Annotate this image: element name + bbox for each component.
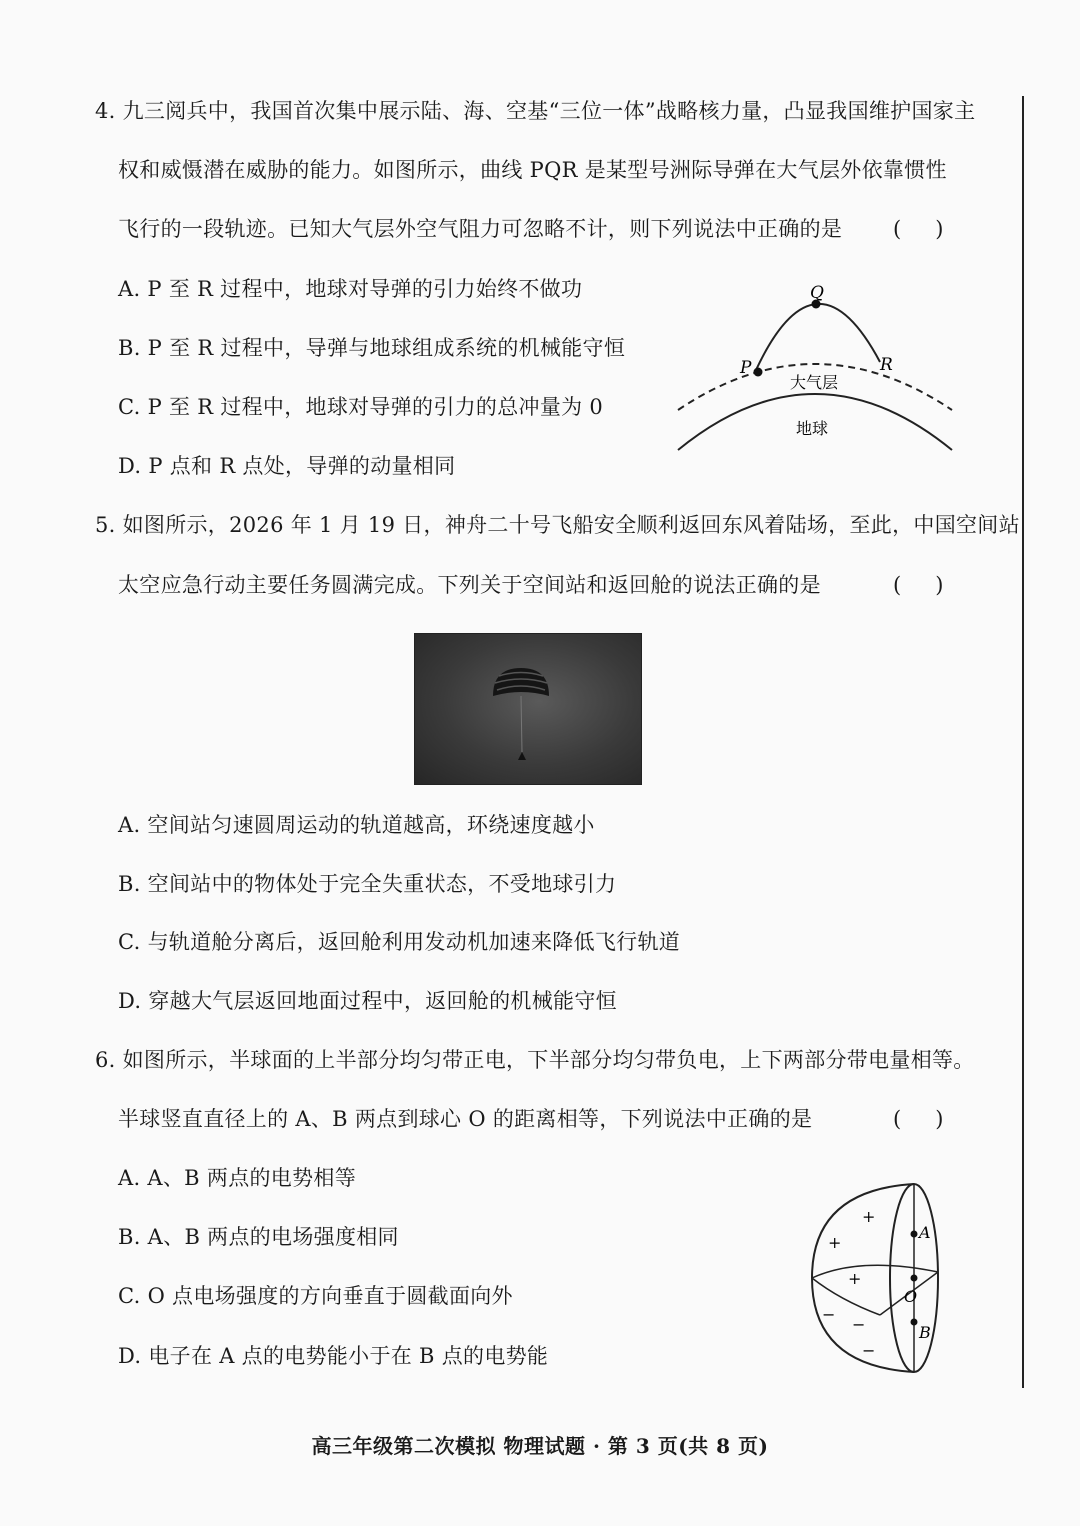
q4-option-a: A. P 至 R 过程中，地球对导弹的引力始终不做功 [118, 277, 583, 301]
q6-option-c: C. O 点电场强度的方向垂直于圆截面向外 [118, 1284, 513, 1308]
q5-option-c: C. 与轨道舱分离后，返回舱利用发动机加速来降低飞行轨道 [118, 930, 681, 954]
q5-answer-paren: () [893, 573, 978, 597]
q6-minus-3: − [862, 1341, 876, 1360]
q6-minus-2: − [852, 1315, 866, 1334]
q4-stem-line-2: 权和威慑潜在威胁的能力。如图所示，曲线 PQR 是某型号洲际导弹在大气层外依靠惯性 [118, 158, 947, 182]
q6-hemisphere-figure [800, 1180, 960, 1380]
q4-stem-line-1: 4. 九三阅兵中，我国首次集中展示陆、海、空基“三位一体”战略核力量，凸显我国维护国家主 [95, 99, 976, 123]
q6-plus-1: + [862, 1207, 876, 1226]
q4-label-earth: 地球 [796, 419, 829, 438]
q5-option-d: D. 穿越大气层返回地面过程中，返回舱的机械能守恒 [118, 989, 617, 1013]
q6-option-a: A. A、B 两点的电势相等 [118, 1166, 356, 1190]
parachute-image [415, 634, 641, 784]
page-footer: 高三年级第二次模拟 物理试题 · 第 3 页(共 8 页) [311, 1434, 769, 1458]
q4-option-c: C. P 至 R 过程中，地球对导弹的引力的总冲量为 0 [118, 395, 604, 419]
q6-plus-2: + [828, 1233, 842, 1252]
margin-line [1022, 96, 1024, 1388]
q5-option-a: A. 空间站匀速圆周运动的轨道越高，环绕速度越小 [118, 813, 595, 837]
q4-label-atmosphere: 大气层 [790, 373, 839, 392]
q5-option-b: B. 空间站中的物体处于完全失重状态，不受地球引力 [118, 872, 617, 896]
q5-stem-line-2: 太空应急行动主要任务圆满完成。下列关于空间站和返回舱的说法正确的是 [118, 573, 821, 597]
q6-stem-line-1: 6. 如图所示，半球面的上半部分均匀带正电，下半部分均匀带负电，上下两部分带电量相等。 [95, 1048, 975, 1072]
q6-label-o: O [904, 1287, 918, 1306]
q5-stem-line-1: 5. 如图所示，2026 年 1 月 19 日，神舟二十号飞船安全顺利返回东风着陆场，至此，中国空间站 [95, 513, 1020, 537]
q6-label-b: B [919, 1323, 931, 1342]
q4-answer-paren: () [893, 217, 978, 241]
q4-label-r: R [880, 355, 893, 375]
q6-stem-line-2: 半球竖直直径上的 A、B 两点到球心 O 的距离相等，下列说法中正确的是 [118, 1107, 813, 1131]
q4-option-d: D. P 点和 R 点处，导弹的动量相同 [118, 454, 456, 478]
q4-option-b: B. P 至 R 过程中，导弹与地球组成系统的机械能守恒 [118, 336, 626, 360]
q6-plus-3: + [848, 1269, 862, 1288]
q6-minus-1: − [822, 1305, 836, 1324]
q4-trajectory-figure [670, 278, 960, 458]
q6-option-b: B. A、B 两点的电场强度相同 [118, 1225, 399, 1249]
q4-stem-line-3: 飞行的一段轨迹。已知大气层外空气阻力可忽略不计，则下列说法中正确的是 [118, 217, 843, 241]
q6-label-a: A [919, 1223, 931, 1242]
q4-label-p: P [740, 358, 752, 378]
q6-option-d: D. 电子在 A 点的电势能小于在 B 点的电势能 [118, 1344, 549, 1368]
capsule-parachute-photo [414, 633, 642, 785]
q6-answer-paren: () [893, 1107, 978, 1131]
q4-label-q: Q [810, 283, 824, 303]
